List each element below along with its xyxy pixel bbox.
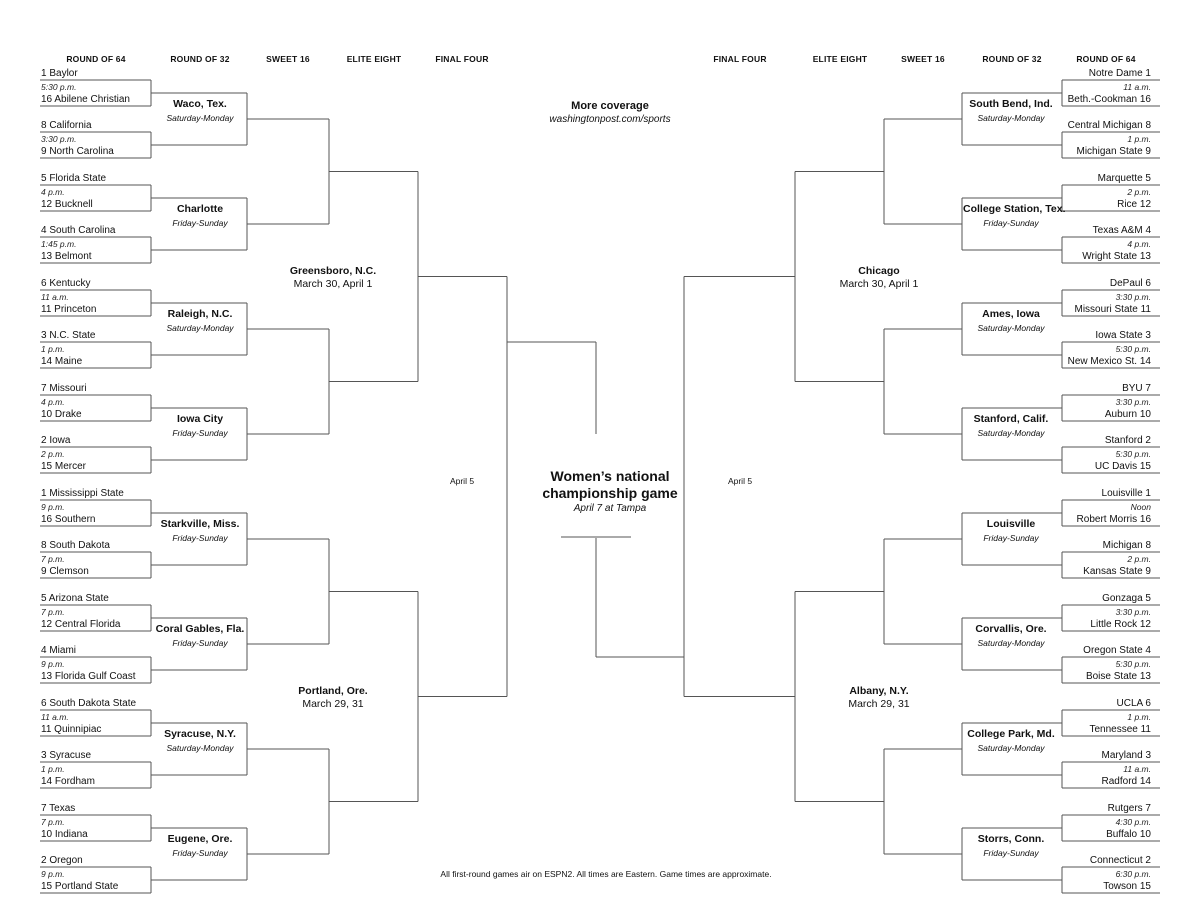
pod-site-name: Raleigh, N.C.	[167, 308, 233, 320]
region-name: Chicago	[858, 265, 900, 277]
team-name: 14 Fordham	[41, 776, 95, 787]
team-name: Notre Dame 1	[1088, 68, 1151, 79]
team-name: Robert Morris 16	[1076, 514, 1151, 525]
footnote: All first-round games air on ESPN2. All times are Eastern. Game times are approximate.	[440, 869, 772, 879]
pod-site	[152, 97, 248, 125]
game-time: 6:30 p.m.	[1115, 869, 1151, 879]
championship-game	[510, 468, 710, 516]
game-time: 2 p.m.	[41, 449, 65, 459]
game-time: 4:30 p.m.	[1115, 817, 1151, 827]
team-name: 5 Arizona State	[41, 593, 109, 604]
region-bottom-right	[789, 685, 969, 711]
championship-title-line2: championship game	[542, 485, 678, 501]
team-name: 10 Indiana	[41, 829, 88, 840]
game-time: 11 a.m.	[41, 292, 69, 302]
game-time: 1:45 p.m.	[41, 239, 77, 249]
pod-site	[963, 412, 1059, 440]
team-name: 9 North Carolina	[41, 146, 114, 157]
game-time: 1 p.m.	[1127, 712, 1151, 722]
pod-site-dates: Saturday-Monday	[166, 323, 234, 333]
pod-site-name: Eugene, Ore.	[167, 833, 233, 845]
pod-site	[152, 412, 248, 440]
team-name: 4 Miami	[41, 645, 77, 656]
team-name: 11 Princeton	[41, 304, 97, 315]
team-name: Radford 14	[1101, 776, 1151, 787]
team-name: 2 Iowa	[41, 435, 71, 446]
team-name: 8 California	[41, 120, 92, 131]
game-time: 5:30 p.m.	[1115, 344, 1151, 354]
pod-site-dates: Saturday-Monday	[166, 743, 234, 753]
pod-site-dates: Friday-Sunday	[983, 218, 1039, 228]
pod-site-name: Louisville	[986, 518, 1036, 530]
game-time: 9 p.m.	[41, 869, 65, 879]
team-name: 6 South Dakota State	[41, 698, 137, 709]
game-time: 3:30 p.m.	[1115, 607, 1151, 617]
game-time: 3:30 p.m.	[1115, 397, 1151, 407]
pod-site-name: Coral Gables, Fla.	[155, 623, 245, 635]
region-dates: March 29, 31	[302, 698, 364, 710]
header-right-elite-eight: ELITE EIGHT	[812, 54, 868, 64]
team-name: Missouri State 11	[1074, 304, 1151, 315]
game-time: 7 p.m.	[41, 817, 65, 827]
team-name: Central Michigan 8	[1067, 120, 1151, 131]
team-name: 1 Mississippi State	[41, 488, 124, 499]
game-time: 1 p.m.	[41, 764, 65, 774]
header-right-round-of-64: ROUND OF 64	[1076, 54, 1136, 64]
team-name: 11 Quinnipiac	[41, 724, 102, 735]
team-name: UCLA 6	[1116, 698, 1151, 709]
team-name: Iowa State 3	[1095, 330, 1151, 341]
team-name: DePaul 6	[1109, 278, 1151, 289]
pod-site-dates: Friday-Sunday	[172, 428, 228, 438]
region-name: Portland, Ore.	[298, 685, 368, 697]
team-name: Auburn 10	[1104, 409, 1151, 420]
pod-site	[963, 622, 1059, 650]
more-coverage-title: More coverage	[571, 100, 649, 112]
game-time: 9 p.m.	[41, 502, 65, 512]
game-time: 5:30 p.m.	[1115, 449, 1151, 459]
team-name: 12 Central Florida	[41, 619, 121, 630]
team-name: 16 Abilene Christian	[41, 94, 130, 105]
game-time: 2 p.m.	[1127, 554, 1151, 564]
game-time: 11 a.m.	[1123, 764, 1151, 774]
team-name: 3 Syracuse	[41, 750, 92, 761]
final-four-right-date: April 5	[727, 476, 753, 486]
team-name: Rutgers 7	[1107, 803, 1151, 814]
more-coverage-link[interactable]: washingtonpost.com/sports	[549, 114, 671, 125]
game-time: Noon	[1130, 502, 1151, 512]
pod-site	[963, 727, 1059, 755]
team-name: Tennessee 11	[1089, 724, 1151, 735]
more-coverage[interactable]	[510, 100, 710, 126]
team-name: 12 Bucknell	[41, 199, 93, 210]
team-name: 4 South Carolina	[41, 225, 116, 236]
team-name: Beth.-Cookman 16	[1067, 94, 1151, 105]
team-name: Marquette 5	[1097, 173, 1151, 184]
pod-site-name: Stanford, Calif.	[973, 413, 1049, 425]
region-dates: March 29, 31	[848, 698, 910, 710]
team-name: 13 Belmont	[41, 251, 92, 262]
header-left-round-of-32: ROUND OF 32	[170, 54, 230, 64]
pod-site-name: Iowa City	[176, 413, 224, 425]
pod-site-name: South Bend, Ind.	[969, 98, 1053, 110]
team-name: Kansas State 9	[1083, 566, 1151, 577]
team-name: New Mexico St. 14	[1067, 356, 1151, 367]
team-name: Towson 15	[1103, 881, 1151, 892]
header-right-final-four: FINAL FOUR	[713, 54, 767, 64]
team-name: 10 Drake	[41, 409, 82, 420]
team-name: 15 Mercer	[41, 461, 87, 472]
header-left-sweet-16: SWEET 16	[266, 54, 310, 64]
team-name: Michigan 8	[1102, 540, 1151, 551]
team-name: 3 N.C. State	[41, 330, 96, 341]
pod-site-name: Corvallis, Ore.	[975, 623, 1047, 635]
pod-site	[152, 727, 248, 755]
pod-site	[963, 832, 1059, 860]
pod-site-name: College Station, Tex.	[963, 203, 1066, 215]
pod-site-name: College Park, Md.	[967, 728, 1055, 740]
team-name: 5 Florida State	[41, 173, 107, 184]
team-name: Connecticut 2	[1089, 855, 1151, 866]
region-top-left	[243, 265, 423, 291]
pod-site-dates: Saturday-Monday	[977, 113, 1045, 123]
team-name: Gonzaga 5	[1102, 593, 1151, 604]
team-name: Texas A&M 4	[1092, 225, 1151, 236]
team-name: Michigan State 9	[1076, 146, 1151, 157]
pod-site-name: Syracuse, N.Y.	[164, 728, 236, 740]
pod-site-dates: Saturday-Monday	[977, 323, 1045, 333]
final-four-left-date: April 5	[449, 476, 475, 486]
game-time: 7 p.m.	[41, 607, 65, 617]
team-name: Little Rock 12	[1090, 619, 1151, 630]
header-left-round-of-64: ROUND OF 64	[66, 54, 126, 64]
region-name: Albany, N.Y.	[849, 685, 909, 697]
pod-site-dates: Saturday-Monday	[977, 743, 1045, 753]
pod-site-dates: Saturday-Monday	[977, 638, 1045, 648]
pod-site	[152, 517, 248, 545]
pod-site	[963, 517, 1059, 545]
pod-site	[152, 307, 248, 335]
pod-site	[152, 202, 248, 230]
region-top-right	[789, 265, 969, 291]
game-time: 11 a.m.	[41, 712, 69, 722]
game-time: 4 p.m.	[1127, 239, 1151, 249]
pod-site-dates: Friday-Sunday	[172, 848, 228, 858]
team-name: 1 Baylor	[41, 68, 78, 79]
game-time: 1 p.m.	[1127, 134, 1151, 144]
team-name: Oregon State 4	[1083, 645, 1151, 656]
pod-site-dates: Saturday-Monday	[166, 113, 234, 123]
pod-site-dates: Friday-Sunday	[172, 638, 228, 648]
region-dates: March 30, April 1	[839, 278, 919, 290]
team-name: BYU 7	[1122, 383, 1151, 394]
team-name: 2 Oregon	[41, 855, 83, 866]
team-name: 16 Southern	[41, 514, 96, 525]
pod-site-dates: Friday-Sunday	[983, 533, 1039, 543]
game-time: 11 a.m.	[1123, 82, 1151, 92]
header-left-elite-eight: ELITE EIGHT	[346, 54, 402, 64]
team-name: 6 Kentucky	[41, 278, 91, 289]
header-right-sweet-16: SWEET 16	[901, 54, 945, 64]
pod-site	[152, 832, 248, 860]
pod-site	[963, 307, 1059, 335]
pod-site-name: Waco, Tex.	[173, 98, 227, 110]
pod-site-dates: Friday-Sunday	[172, 218, 228, 228]
game-time: 9 p.m.	[41, 659, 65, 669]
team-name: 14 Maine	[41, 356, 83, 367]
game-time: 5:30 p.m.	[41, 82, 77, 92]
header-right-round-of-32: ROUND OF 32	[982, 54, 1042, 64]
pod-site-name: Storrs, Conn.	[977, 833, 1045, 845]
pod-site-dates: Saturday-Monday	[977, 428, 1045, 438]
pod-site-name: Starkville, Miss.	[160, 518, 240, 530]
game-time: 4 p.m.	[41, 187, 65, 197]
team-name: Stanford 2	[1104, 435, 1151, 446]
game-time: 5:30 p.m.	[1115, 659, 1151, 669]
team-name: 7 Texas	[41, 803, 76, 814]
team-name: 9 Clemson	[41, 566, 89, 577]
team-name: Louisville 1	[1101, 488, 1151, 499]
team-name: 13 Florida Gulf Coast	[41, 671, 136, 682]
team-name: 7 Missouri	[41, 383, 87, 394]
game-time: 4 p.m.	[41, 397, 65, 407]
pod-site	[152, 622, 248, 650]
game-time: 1 p.m.	[41, 344, 65, 354]
game-time: 2 p.m.	[1127, 187, 1151, 197]
team-name: Rice 12	[1117, 199, 1151, 210]
region-dates: March 30, April 1	[293, 278, 373, 290]
team-name: UC Davis 15	[1094, 461, 1151, 472]
game-time: 3:30 p.m.	[41, 134, 77, 144]
team-name: Maryland 3	[1101, 750, 1151, 761]
pod-site	[963, 202, 1066, 230]
championship-subtitle: April 7 at Tampa	[573, 503, 647, 514]
game-time: 3:30 p.m.	[1115, 292, 1151, 302]
region-bottom-left	[243, 685, 423, 711]
team-name: Buffalo 10	[1106, 829, 1151, 840]
pod-site	[963, 97, 1059, 125]
pod-site-dates: Friday-Sunday	[983, 848, 1039, 858]
team-name: 15 Portland State	[41, 881, 119, 892]
header-left-final-four: FINAL FOUR	[435, 54, 489, 64]
region-name: Greensboro, N.C.	[289, 265, 377, 277]
pod-site-dates: Friday-Sunday	[172, 533, 228, 543]
team-name: Boise State 13	[1085, 671, 1151, 682]
team-name: 8 South Dakota	[41, 540, 110, 551]
championship-title-line1: Women’s national	[550, 468, 670, 484]
pod-site-name: Charlotte	[176, 203, 224, 215]
pod-site-name: Ames, Iowa	[982, 308, 1040, 320]
game-time: 7 p.m.	[41, 554, 65, 564]
team-name: Wright State 13	[1082, 251, 1151, 262]
